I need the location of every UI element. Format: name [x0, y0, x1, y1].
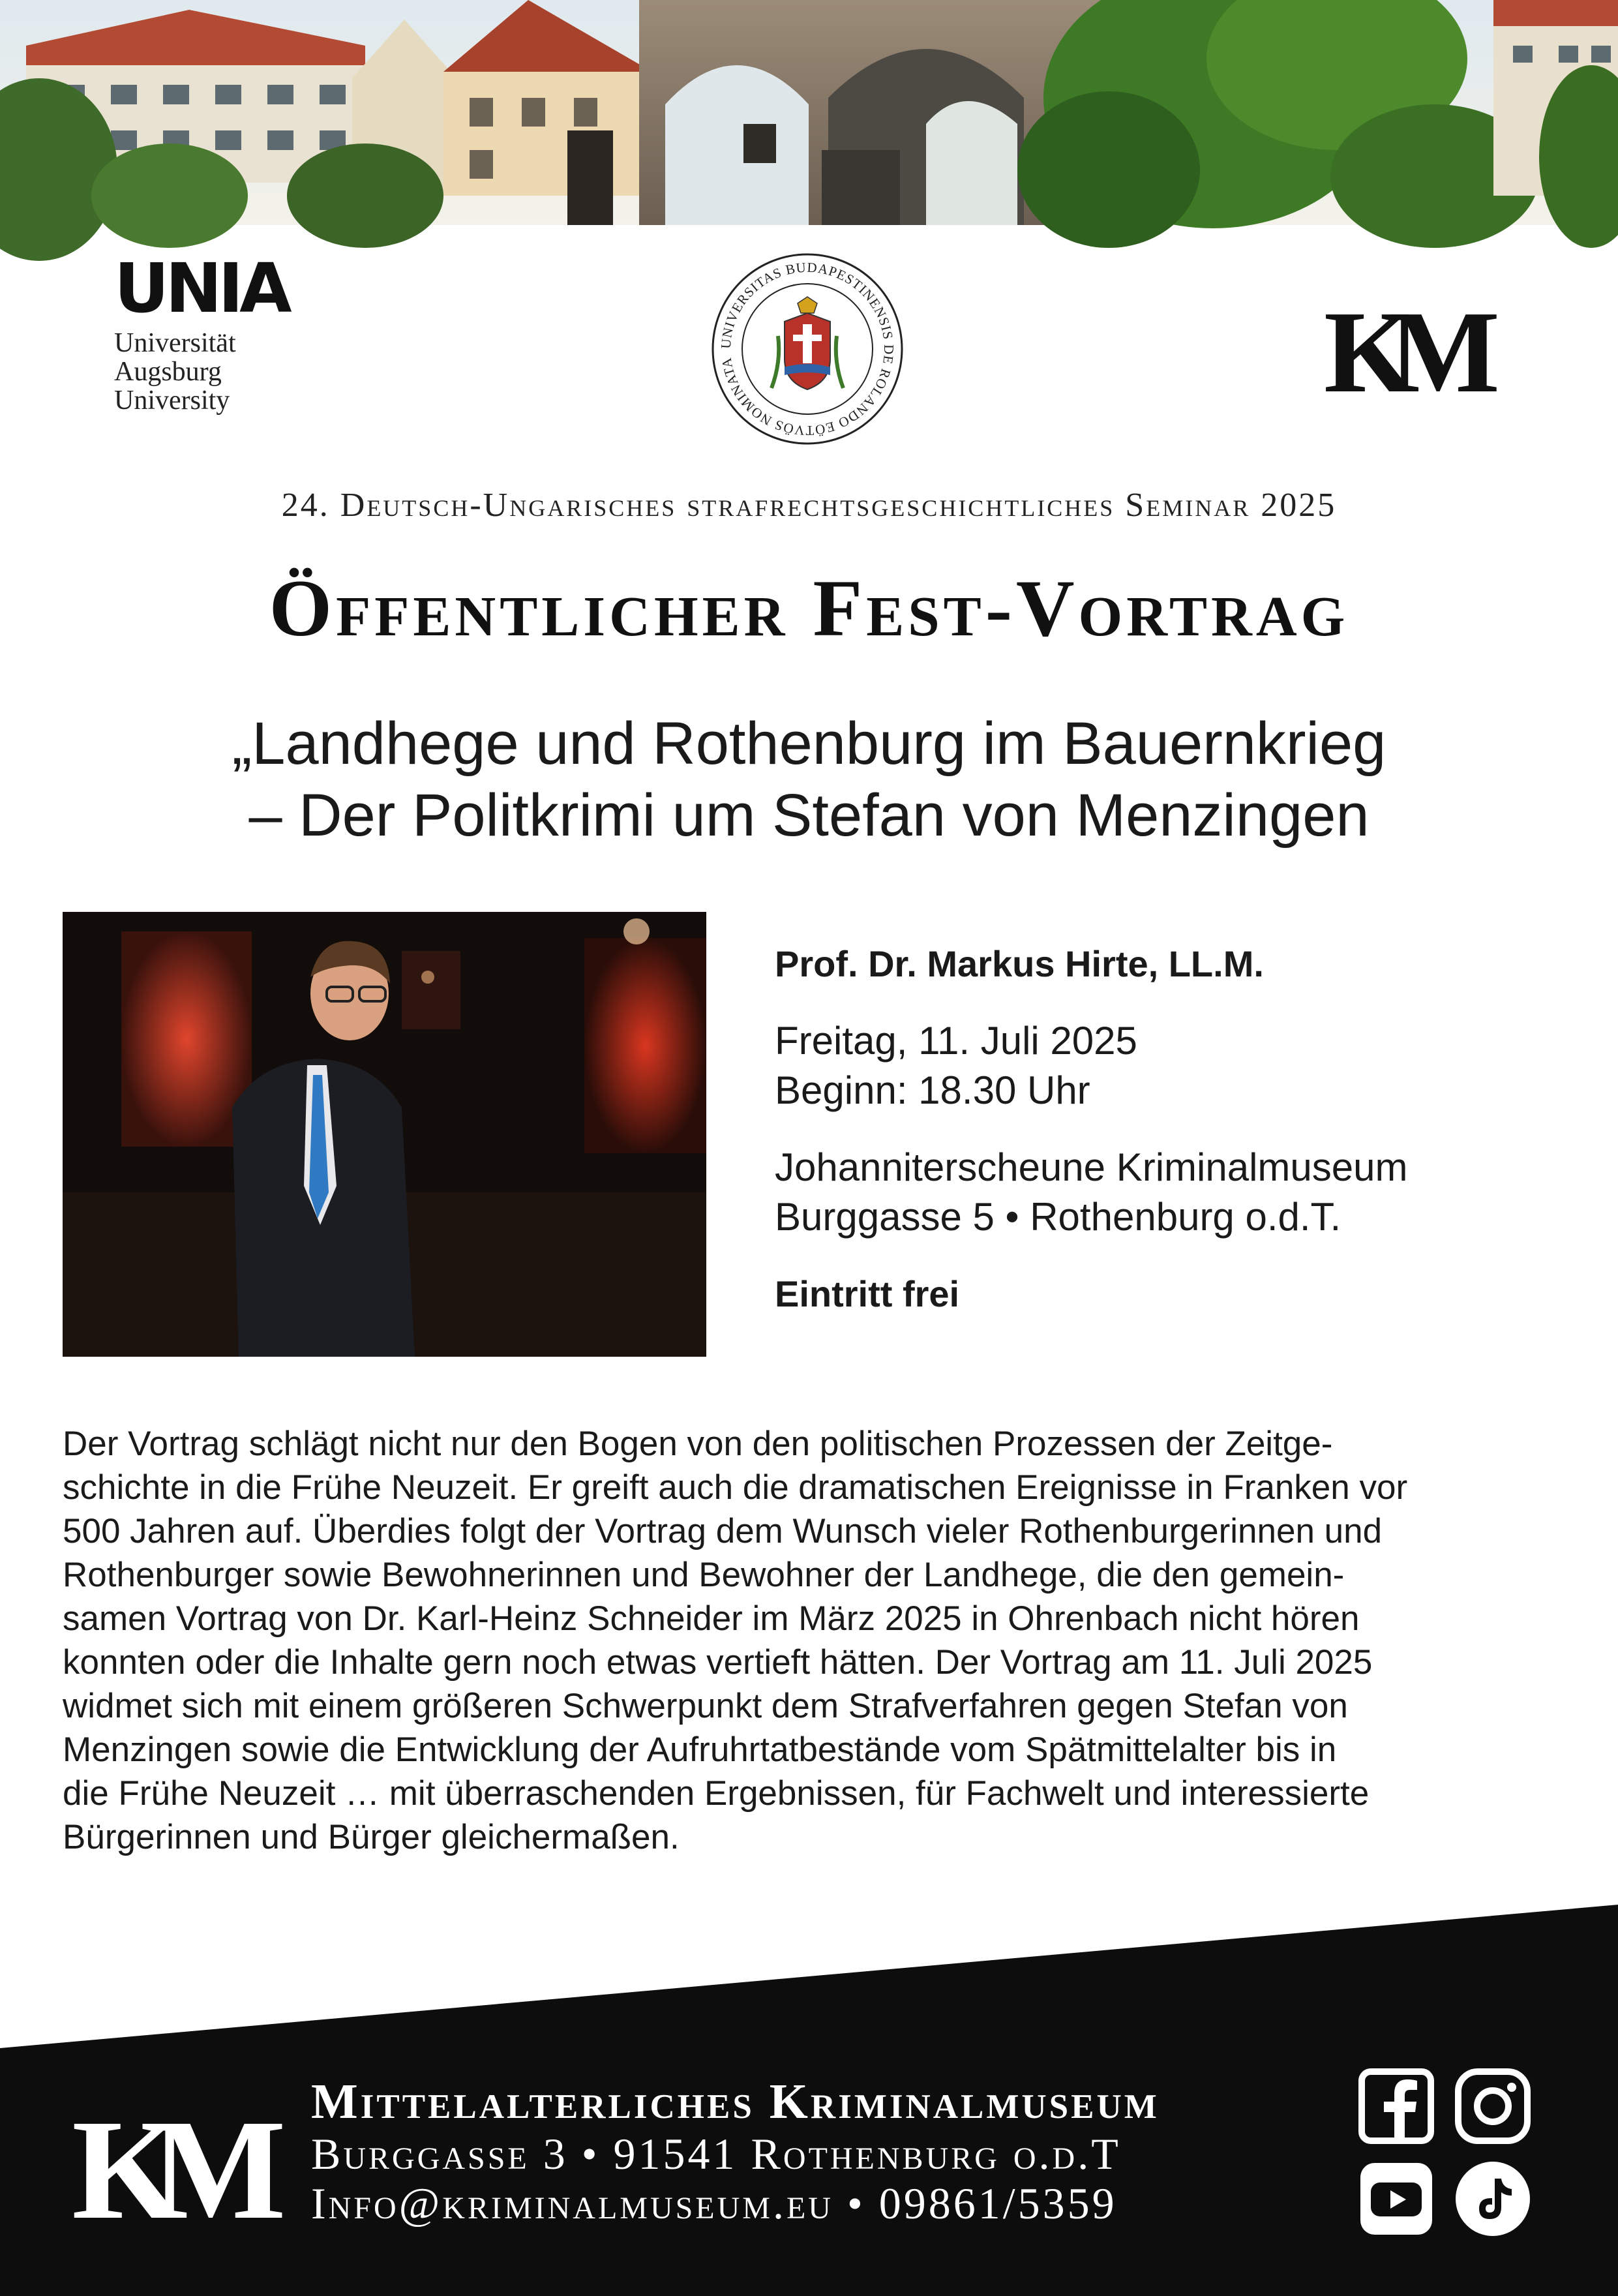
instagram-icon[interactable] [1454, 2068, 1531, 2145]
speaker-photo [63, 912, 706, 1357]
museum-address: Burggasse 3 • 91541 Rothenburg o.d.T [311, 2129, 1121, 2179]
km-mark: KM [1324, 287, 1474, 417]
event-date: Freitag, 11. Juli 2025 [775, 1019, 1137, 1063]
elte-seal-logo [710, 251, 905, 447]
event-venue: Johanniterscheune Kriminalmuseum [775, 1145, 1408, 1189]
seminar-subtitle: 24. Deutsch-Ungarisches strafrechtsgeschichtliches Seminar 2025 [281, 487, 1337, 524]
event-location [775, 1143, 1557, 1242]
description-line: konnten oder die Inhalte gern noch etwas vertieft hätten. Der Vortrag am 11. Juli 2025 [63, 1643, 1373, 1682]
museum-contact: Info@kriminalmuseum.eu • 09861/5359 [311, 2179, 1117, 2228]
museum-name: Mittelalterliches Kriminalmuseum [311, 2074, 1160, 2129]
event-start-time: Beginn: 18.30 Uhr [775, 1068, 1090, 1112]
uni-name: Universität Augsburg University [114, 328, 236, 415]
description-line: Menzingen sowie die Entwicklung der Aufruhrtatbestände vom Spätmittelalter bis in [63, 1730, 1337, 1769]
footer-km-logo [72, 2087, 254, 2249]
event-address: Burggasse 5 • Rothenburg o.d.T. [775, 1195, 1341, 1239]
university-augsburg-logo [114, 249, 310, 450]
seal-text: UNIVERSITAS BUDAPESTINENSIS DE ROLANDO EÖTVÖS NOMINATA [717, 259, 897, 439]
description-line: schichte in die Frühe Neuzeit. Er greift auch die dramatischen Ereignisse in Franken vor [63, 1468, 1408, 1507]
description-line: Der Vortrag schlägt nicht nur den Bogen von den politischen Prozessen der Zeitge- [63, 1425, 1333, 1463]
footer-contact-block [311, 2074, 1289, 2228]
talk-title [0, 708, 1618, 851]
tiktok-icon[interactable] [1454, 2160, 1531, 2237]
description-line: Bürgerinnen und Bürger gleichermaßen. [63, 1818, 680, 1856]
uni-mark: UNIA [114, 249, 288, 328]
kriminalmuseum-logo [1324, 287, 1474, 417]
description-line: 500 Jahren auf. Überdies folgt der Vortrag dem Wunsch vieler Rothenburgerinnen und [63, 1512, 1383, 1550]
description-line: samen Vortrag von Dr. Karl-Heinz Schneider im März 2025 in Ohrenbach nicht hören [63, 1599, 1360, 1638]
youtube-icon[interactable] [1358, 2160, 1435, 2237]
event-info [775, 939, 1557, 1319]
talk-description [63, 1422, 1556, 1859]
description-line: die Frühe Neuzeit … mit überraschenden Ergebnissen, für Fachwelt und interessierte [63, 1774, 1370, 1813]
event-datetime [775, 1016, 1557, 1115]
talk-title-line: „Landhege und Rothenburg im Bauernkrieg [232, 710, 1386, 777]
event-admission: Eintritt frei [775, 1273, 960, 1314]
page-title: Öffentlicher Fest-Vortrag [269, 564, 1349, 653]
header-photo-banner [0, 0, 1618, 225]
talk-title-line: – Der Politkrimi um Stefan von Menzingen [248, 782, 1370, 849]
footer-km-mark: KM [72, 2090, 254, 2249]
description-line: widmet sich mit einem größeren Schwerpunkt dem Strafverfahren gegen Stefan von [63, 1687, 1348, 1725]
description-line: Rothenburger sowie Bewohnerinnen und Bewohner der Landhege, die den gemein- [63, 1556, 1345, 1594]
speaker-name: Prof. Dr. Markus Hirte, LL.M. [775, 943, 1264, 984]
facebook-icon[interactable] [1358, 2068, 1435, 2145]
